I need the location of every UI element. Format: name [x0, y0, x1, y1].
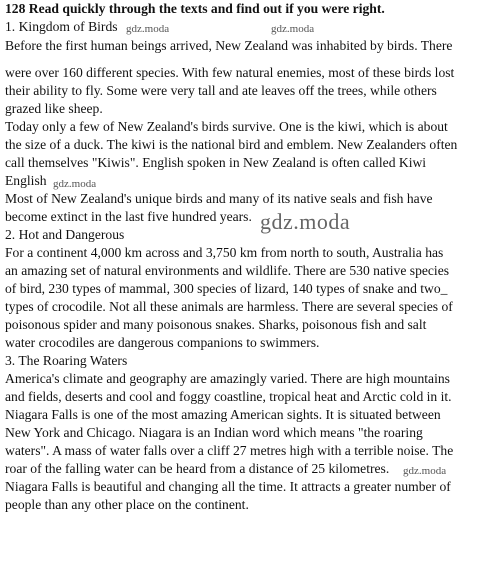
- section-2-heading: 2. Hot and Dangerous: [5, 227, 125, 242]
- section-3-heading: 3. The Roaring Waters: [5, 353, 128, 368]
- paragraph-line: waters". A mass of water falls over a cliff 27 metres high with a terrible noise. The: [5, 443, 454, 458]
- paragraph-line: For a continent 4,000 km across and 3,750 km from north to south, Australia has: [5, 245, 444, 260]
- watermark: gdz.moda: [126, 23, 170, 35]
- paragraph-line: Before the first human beings arrived, New Zealand was inhabited by birds. There: [5, 38, 453, 53]
- paragraph-line: were over 160 different species. With few natural enemies, most of these birds lost: [5, 65, 455, 80]
- paragraph-line: poisonous spider and many poisonous snakes. Sharks, poisonous fish and salt: [5, 317, 427, 332]
- page-title: 128 Read quickly through the texts and find out if you were right.: [5, 1, 385, 16]
- paragraph-line: Most of New Zealand's unique birds and many of its native seals and fish have: [5, 191, 433, 206]
- watermark: gdz.moda: [403, 465, 447, 477]
- paragraph-line: of bird, 230 types of mammal, 300 species of lizard, 140 types of snake and two_: [5, 281, 448, 296]
- paragraph-line: an amazing set of natural environments and wildlife. There are 530 native species: [5, 263, 450, 278]
- watermark-large: gdz.moda: [260, 209, 351, 234]
- paragraph-line: America's climate and geography are amazingly varied. There are high mountains: [5, 371, 450, 386]
- paragraph-line: Niagara Falls is one of the most amazing American sights. It is situated between: [5, 407, 441, 422]
- paragraph-line: their ability to fly. Some were very tall and ate leaves off the trees, while others: [5, 83, 437, 98]
- paragraph-line: New York and Chicago. Niagara is an Indian word which means "the roaring: [5, 425, 423, 440]
- paragraph-line: Today only a few of New Zealand's birds survive. One is the kiwi, which is about: [5, 119, 448, 134]
- paragraph-line: call themselves "Kiwis". English spoken in New Zealand is often called Kiwi: [5, 155, 427, 170]
- paragraph-line: grazed like sheep.: [5, 101, 103, 116]
- paragraph-line: the size of a duck. The kiwi is the national bird and emblem. New Zealanders often: [5, 137, 458, 152]
- watermark: gdz.moda: [271, 23, 315, 35]
- section-1-heading: 1. Kingdom of Birds: [5, 19, 118, 34]
- paragraph-line: become extinct in the last five hundred years.: [5, 209, 252, 224]
- paragraph-line: Niagara Falls is beautiful and changing all the time. It attracts a greater number of: [5, 479, 451, 494]
- watermark: gdz.moda: [53, 178, 97, 190]
- paragraph-line: people than any other place on the continent.: [5, 497, 249, 512]
- paragraph-line: water crocodiles are dangerous companions to swimmers.: [5, 335, 320, 350]
- paragraph-line: roar of the falling water can be heard from a distance of 25 kilometres.: [5, 461, 390, 476]
- paragraph-line: English: [5, 173, 47, 188]
- paragraph-line: types of crocodile. Not all these animals are harmless. There are several species of: [5, 299, 453, 314]
- paragraph-line: and fields, deserts and cool and foggy coastline, tropical heat and Arctic cold in it.: [5, 389, 452, 404]
